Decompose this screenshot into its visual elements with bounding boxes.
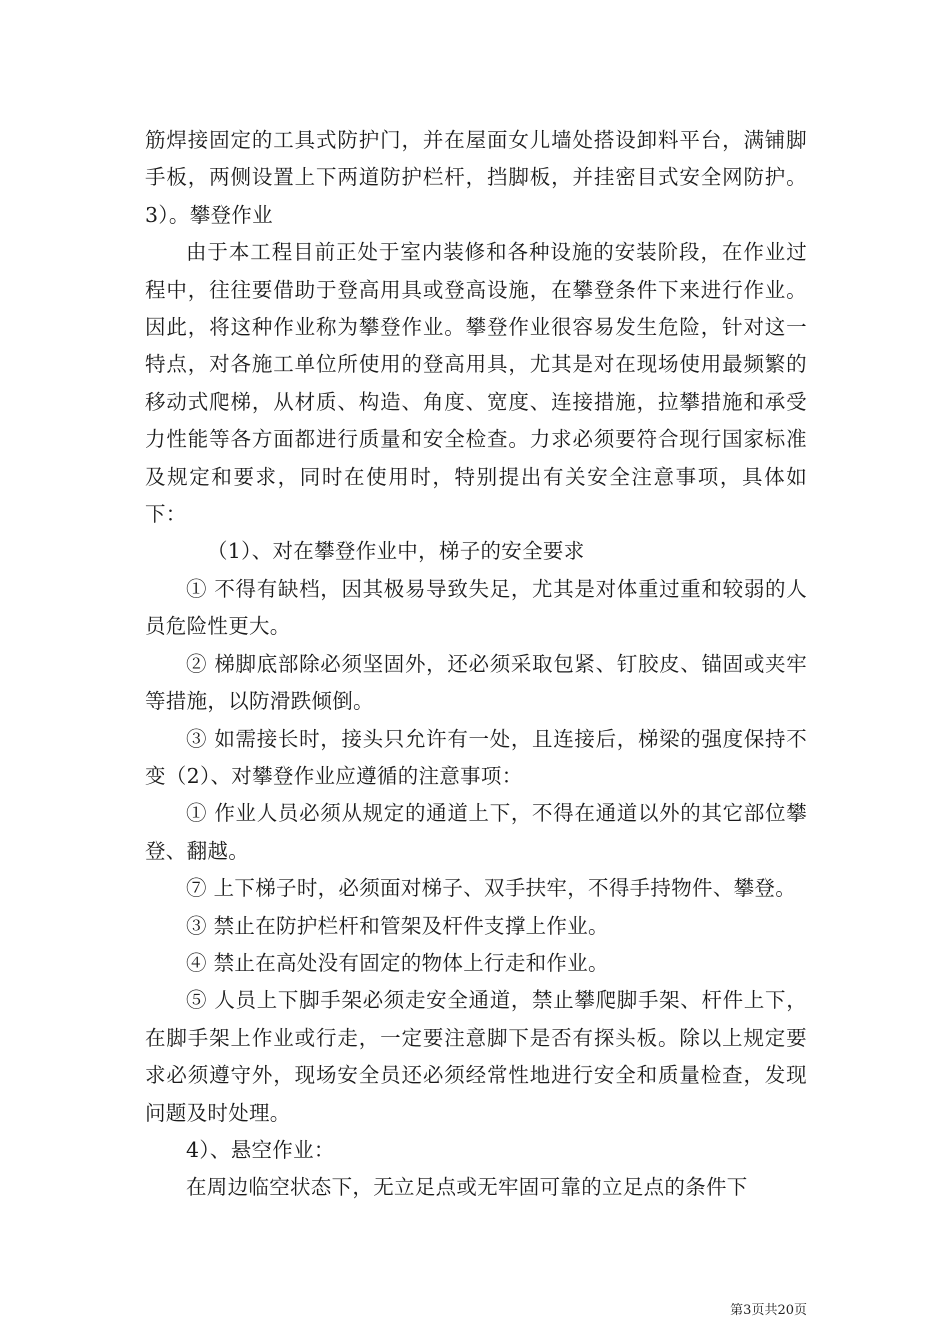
list-item-rule-3: ③ 禁止在防护栏杆和管架及杆件支撑上作业。: [186, 913, 609, 938]
page-number-footer: 第3页共20页: [730, 1303, 807, 1318]
paragraph-continuation: 筋焊接固定的工具式防护门，并在屋面女儿墙处搭设卸料平台，满铺脚手板，两侧设置上下两道防护栏杆，挡脚板，并挂密目式安全网防护。3）。攀登作业: [145, 128, 807, 227]
heading-suspended-work: 4）、悬空作业：: [186, 1137, 335, 1162]
list-item-rule-2: ⑦ 上下梯子时，必须面对梯子、双手扶牢，不得手持物件、攀登。: [186, 876, 797, 901]
list-item-rule-5: ⑤ 人员上下脚手架必须走安全通道，禁止攀爬脚手架、杆件上下，在脚手架上作业或行走，一定要注意脚下是否有探头板。除以上规定要求必须遵守外，现场安全员还必须经常性地进行安全和质量检查，发现问题及时处理。: [145, 988, 807, 1125]
heading-ladder-requirements: （1）、对在攀登作业中，梯子的安全要求: [207, 539, 585, 564]
document-body: [145, 122, 807, 1207]
list-item-ladder-1: ① 不得有缺档，因其极易导致失足，尤其是对体重过重和较弱的人员危险性更大。: [145, 576, 807, 639]
list-item-rule-1: ① 作业人员必须从规定的通道上下，不得在通道以外的其它部位攀登、翻越。: [145, 801, 807, 863]
list-item-ladder-2: ② 梯脚底部除必须坚固外，还必须采取包紧、钉胶皮、锚固或夹牢等措施，以防滑跌倾倒。: [145, 651, 807, 714]
paragraph-suspended-work: 在周边临空状态下，无立足点或无牢固可靠的立足点的条件下: [186, 1175, 748, 1200]
list-item-rule-4: ④ 禁止在高处没有固定的物体上行走和作业。: [186, 950, 609, 975]
list-item-ladder-3: ③ 如需接长时，接头只允许有一处，且连接后，梯梁的强度保持不变（2）、对攀登作业应遵循的注意事项：: [145, 726, 807, 788]
paragraph-climbing-intro: 由于本工程目前正处于室内装修和各种设施的安装阶段，在作业过程中，往往要借助于登高用具或登高设施，在攀登条件下来进行作业。因此，将这种作业称为攀登作业。攀登作业很容易发生危险，针对这一特点，对各施工单位所使用的登高用具，尤其是对在现场使用最频繁的移动式爬梯，从材质、构造、角度、宽度、连接措施，拉攀措施和承受力性能等各方面都进行质量和安全检查。力求必须要符合现行国家标准及规定和要求，同时在使用时，特别提出有关安全注意事项，具体如下：: [145, 240, 807, 527]
